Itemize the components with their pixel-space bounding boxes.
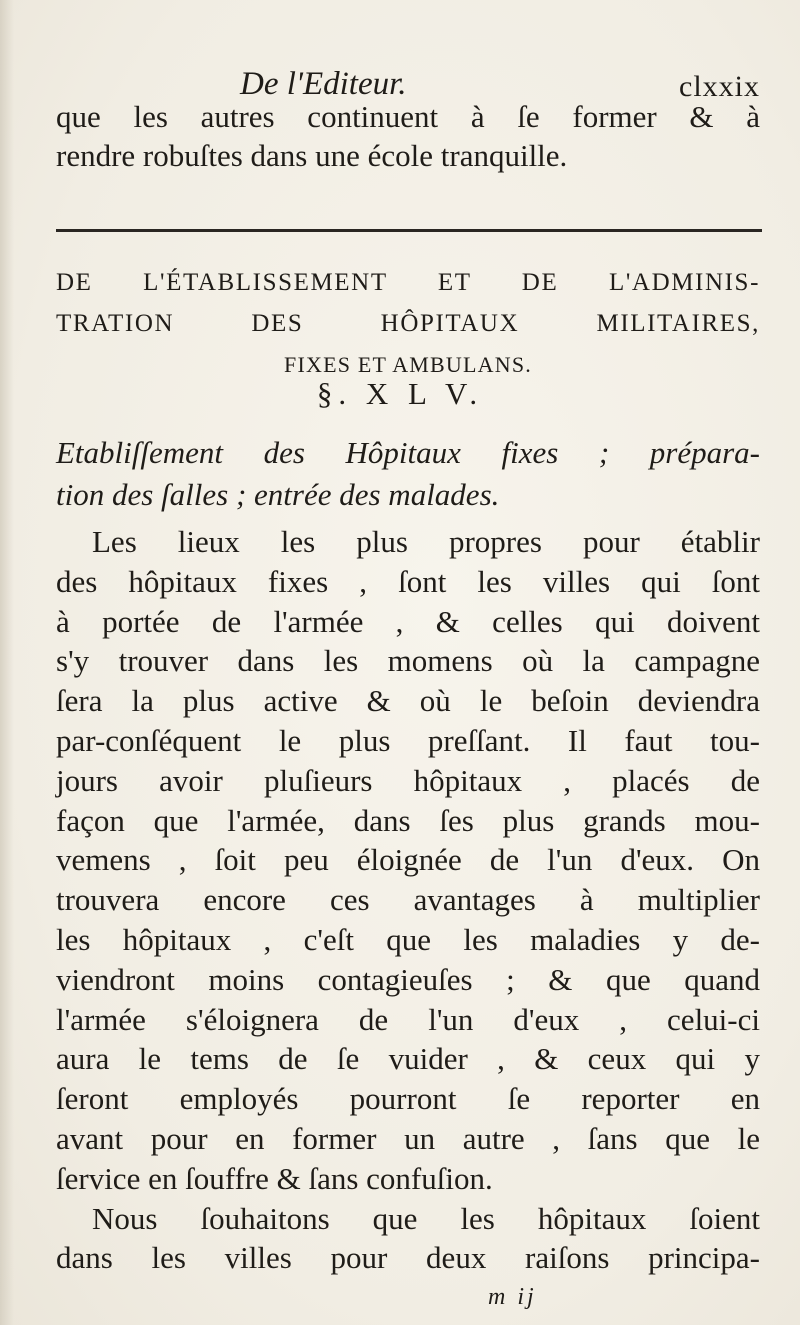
body-line: Nous ſouhaitons que les hôpitaux ſoient xyxy=(92,1200,760,1236)
body-text xyxy=(56,522,760,1278)
body-line: façon que l'armée, dans ſes plus grands mou- xyxy=(56,802,760,838)
body-line: vemens , ſoit peu éloignée de l'un d'eux. On xyxy=(56,842,760,878)
section-number: §. X L V. xyxy=(316,376,484,411)
body-line: ſera la plus active & où le beſoin deviendra xyxy=(56,683,760,719)
body-line: viendront moins contagieuſes ; & que quand xyxy=(56,961,760,997)
subtitle-line: Etabliſſement des Hôpitaux fixes ; prépara- xyxy=(56,435,760,470)
body-line: Les lieux les plus propres pour établir xyxy=(92,524,760,559)
body-line: aura le tems de ſe vuider , & ceux qui y xyxy=(56,1041,760,1077)
body-line: ſervice en ſouffre & ſans confuſion. xyxy=(56,1160,493,1196)
body-line: des hôpitaux fixes , ſont les villes qui ſont xyxy=(56,563,760,599)
heading-line: DE L'ÉTABLISSEMENT ET DE L'ADMINIS- xyxy=(56,269,760,296)
body-line: l'armée s'éloignera de l'un d'eux , celui-ci xyxy=(56,1001,760,1037)
section-subtitle xyxy=(56,432,760,516)
subtitle-line: tion des ſalles ; entrée des malades. xyxy=(56,477,500,512)
body-line: les hôpitaux , c'eſt que les maladies y de- xyxy=(56,921,760,957)
running-title: De l'Editeur. xyxy=(240,66,407,102)
page-number: clxxix xyxy=(679,70,760,103)
body-line: trouvera encore ces avantages à multiplier xyxy=(56,882,760,918)
heading-line: TRATION DES HÔPITAUX MILITAIRES, xyxy=(56,310,760,337)
body-line: jours avoir pluſieurs hôpitaux , placés de xyxy=(56,762,760,798)
text-line: rendre robuſtes dans une école tranquille. xyxy=(56,137,568,173)
intro-paragraph xyxy=(56,98,760,175)
body-line: dans les villes pour deux raiſons principa- xyxy=(56,1240,760,1276)
body-line: à portée de l'armée , & celles qui doivent xyxy=(56,603,760,639)
section-divider xyxy=(56,229,762,232)
signature-mark: m ij xyxy=(488,1284,537,1310)
section-heading xyxy=(56,262,760,385)
body-line: par-conſéquent le plus preſſant. Il faut tou- xyxy=(56,722,760,758)
body-line: avant pour en former un autre , ſans que le xyxy=(56,1120,760,1156)
text-line: que les autres continuent à ſe former & à xyxy=(56,99,760,134)
page-gutter-shadow xyxy=(0,0,14,1325)
body-line: ſeront employés pourront ſe reporter en xyxy=(56,1081,760,1117)
heading-line: FIXES ET AMBULANS. xyxy=(284,352,532,377)
body-line: s'y trouver dans les momens où la campagne xyxy=(56,643,760,679)
